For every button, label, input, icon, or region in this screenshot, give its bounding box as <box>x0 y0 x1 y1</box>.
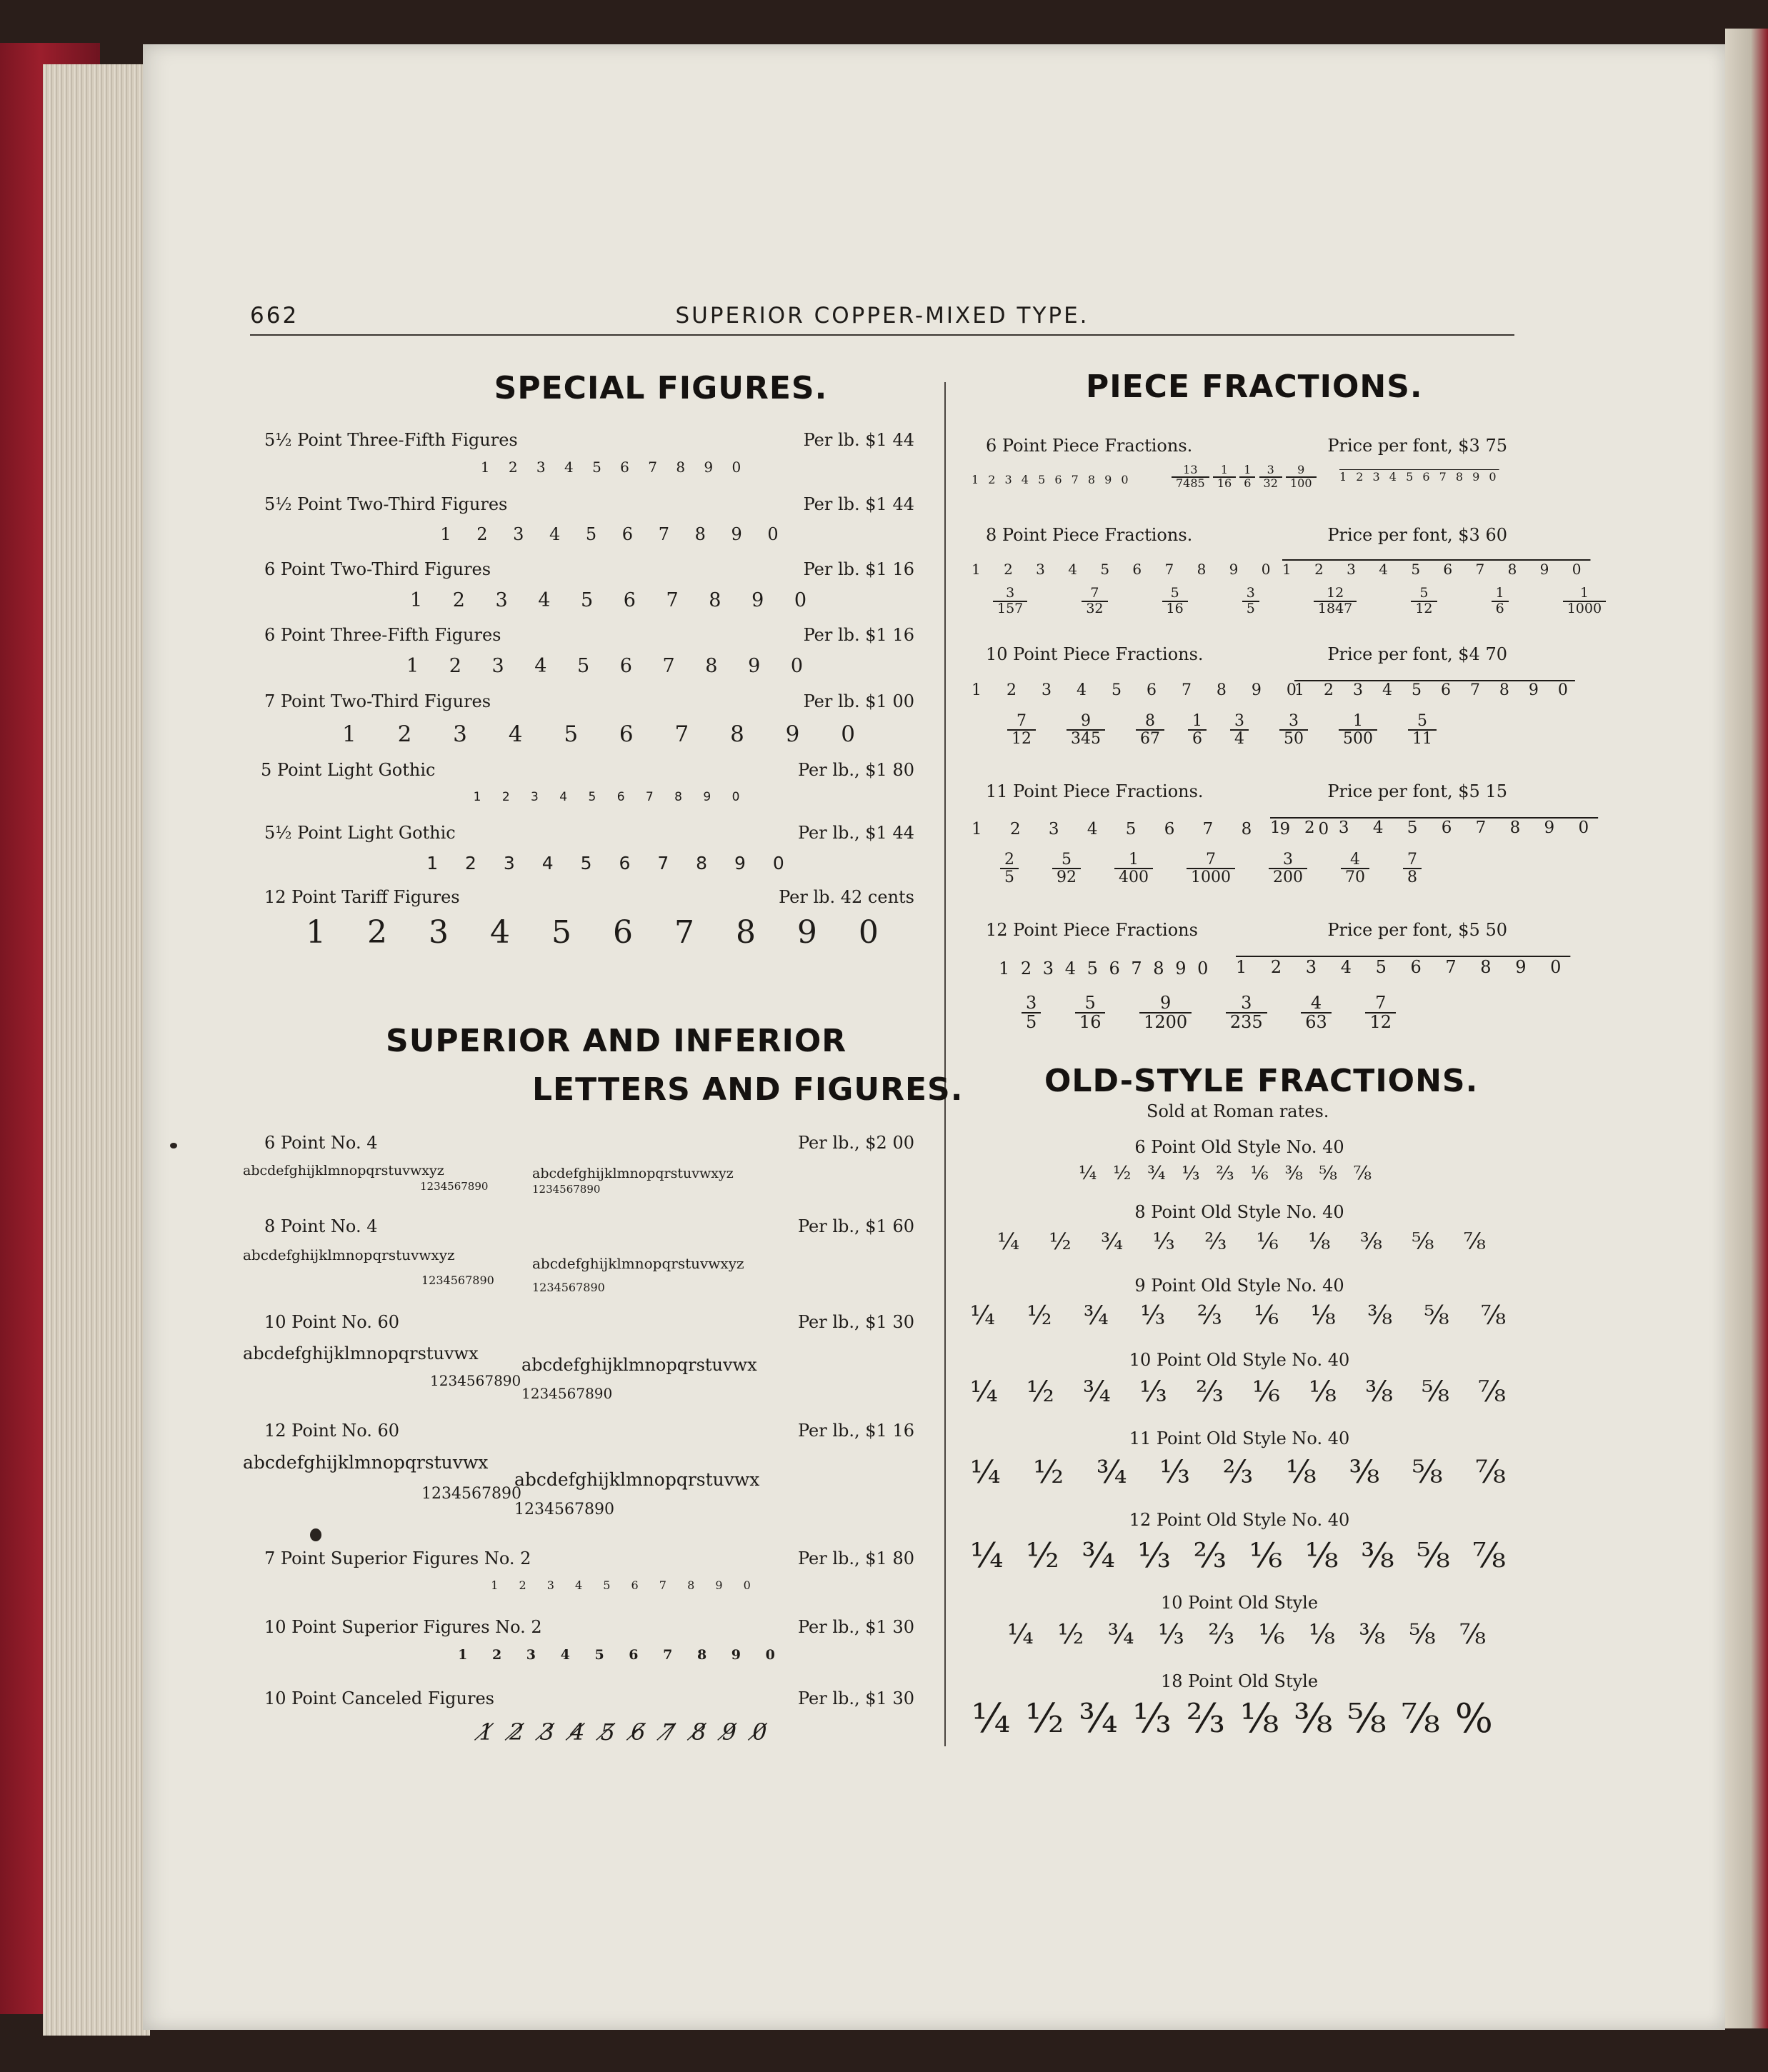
entry-name: 5½ Point Two-Third Figures <box>264 494 508 514</box>
numerator-figures: 1 2 3 4 5 6 7 8 9 0 <box>972 561 1280 578</box>
superior-figure-entry <box>243 1548 929 1592</box>
piece-fraction-entry <box>964 525 1602 616</box>
figure-specimen: 1 2 3 4 5 6 7 8 9 0 <box>306 914 894 951</box>
inferior-figures: 1234567890 <box>421 1485 521 1503</box>
entry-name: 10 Point Superior Figures No. 2 <box>264 1617 542 1637</box>
entry-price: Price per font, $4 70 <box>1327 644 1507 664</box>
entry-name: 6 Point No. 4 <box>264 1133 378 1153</box>
old-style-entry <box>964 1202 1514 1255</box>
entry-name: 6 Point Piece Fractions. <box>986 436 1193 456</box>
fraction-specimen: ¼ ½ ¾ ⅓ ⅔ ⅙ ⅛ ⅜ ⅝ ⅞ <box>970 1301 1506 1331</box>
piece-fraction-entry <box>964 920 1571 1033</box>
entry-name: 8 Point Piece Fractions. <box>986 525 1193 545</box>
denominator-figures: 1 2 3 4 5 6 7 8 9 0 <box>1339 470 1499 484</box>
special-figure-entry <box>243 691 929 747</box>
entry-name: 10 Point No. 60 <box>264 1312 400 1332</box>
fraction-specimen: ¼ ½ ¾ ⅓ ⅔ ⅙ ⅛ ⅜ ⅝ ⅞ <box>997 1228 1486 1255</box>
entry-price: Per lb., $1 44 <box>797 823 914 843</box>
fraction-specimen: ¼ ½ ¾ ⅓ ⅔ ⅙ ⅜ ⅝ ⅞ <box>1079 1163 1372 1184</box>
entry-name: 10 Point Old Style <box>1160 1593 1319 1613</box>
sample-fractions: $\frac{3}{157}$ $\frac{7}{32}$ $\frac{5}{16}$ $\frac{3}{5}$ $\frac{12}{1847}$ $\frac{5}{12}$ $\frac{1}{6}$ $\frac{1}{1000}$ <box>993 586 1606 616</box>
old-style-entry <box>964 1510 1514 1576</box>
canceled-figure-specimen: 1̸ 2̸ 3̸ 4̸ 5̸ 6̸ 7̸ 8̸ 9̸ 0̸ <box>479 1718 771 1746</box>
superior-letters: abcdefghijklmnopqrstuvwxyz <box>532 1166 734 1181</box>
entry-price: Per lb., $2 00 <box>797 1133 914 1153</box>
entry-price: Per lb., $1 30 <box>797 1688 914 1708</box>
entry-name: 10 Point Old Style No. 40 <box>1129 1350 1350 1370</box>
inferior-figures: 1234567890 <box>430 1372 521 1389</box>
entry-name: 10 Point Canceled Figures <box>264 1688 494 1708</box>
entry-price: Per lb. $1 16 <box>803 559 914 579</box>
entry-name: 18 Point Old Style <box>1160 1671 1319 1691</box>
figure-specimen: 1 2 3 4 5 6 7 8 9 0 <box>491 1578 759 1592</box>
entry-name: 5 Point Light Gothic <box>261 760 436 780</box>
entry-name: 10 Point Piece Fractions. <box>986 644 1204 664</box>
fraction-specimen: ¼ ½ ¾ ⅓ ⅔ ⅙ ⅛ ⅜ ⅝ ⅞ <box>1007 1618 1486 1650</box>
superior-inferior-entry <box>243 1133 929 1196</box>
entry-price: Per lb. 42 cents <box>779 887 914 907</box>
entry-price: Per lb., $1 30 <box>797 1312 914 1332</box>
entry-price: Price per font, $3 75 <box>1327 436 1507 456</box>
fraction-specimen: ¼ ½ ¾ ⅓ ⅔ ⅛ ⅜ ⅝ ⅞ % <box>972 1696 1493 1742</box>
old-style-entry <box>964 1350 1514 1408</box>
entry-name: 11 Point Piece Fractions. <box>986 781 1204 801</box>
special-figure-entry <box>243 887 929 951</box>
denominator-figures: 1 2 3 4 5 6 7 8 9 0 <box>1236 957 1571 977</box>
ink-mark <box>310 1528 321 1541</box>
entry-price: Per lb., $1 30 <box>797 1617 914 1637</box>
figure-specimen: 1 2 3 4 5 6 7 8 9 0 <box>480 459 749 476</box>
fraction-specimen: ¼ ½ ¾ ⅓ ⅔ ⅙ ⅛ ⅜ ⅝ ⅞ <box>970 1536 1506 1576</box>
entry-name: 12 Point Old Style No. 40 <box>1129 1510 1350 1530</box>
piece-fractions-heading: PIECE FRACTIONS. <box>1086 369 1423 405</box>
superior-letters: abcdefghijklmnopqrstuvwx <box>514 1469 760 1490</box>
figure-specimen: 1 2 3 4 5 6 7 8 9 0 <box>406 655 816 677</box>
special-figure-entry <box>243 823 929 874</box>
entry-name: 6 Point Old Style No. 40 <box>1134 1137 1344 1157</box>
old-style-fractions-heading: OLD-STYLE FRACTIONS. <box>1044 1063 1479 1099</box>
inferior-figures: 1234567890 <box>420 1180 489 1193</box>
entry-name: 6 Point Three-Fifth Figures <box>264 625 501 645</box>
special-figure-entry <box>243 430 929 476</box>
entry-name: 7 Point Two-Third Figures <box>264 691 491 711</box>
denominator-figures: 1 2 3 4 5 6 7 8 9 0 <box>1294 681 1575 699</box>
sample-fractions: $\frac{3}{5}$ $\frac{5}{16}$ $\frac{9}{1200}$ $\frac{3}{235}$ $\frac{4}{63}$ $\frac{7}{12}$ <box>1022 994 1396 1031</box>
entry-price: Per lb., $1 60 <box>797 1216 914 1236</box>
entry-name: 12 Point Tariff Figures <box>264 887 460 907</box>
sample-fractions: $\frac{7}{12}$ $\frac{9}{345}$ $\frac{8}{67}$ $\frac{1}{6}$ $\frac{3}{4}$ $\frac{3}{50}$ $\frac{1}{500}$ $\frac{5}{11}$ <box>1007 713 1437 747</box>
inferior-figures: 1234567890 <box>421 1273 494 1287</box>
inferior-letters: abcdefghijklmnopqrstuvwxyz <box>243 1163 444 1178</box>
running-head <box>250 300 1514 336</box>
entry-name: 11 Point Old Style No. 40 <box>1129 1428 1350 1448</box>
entry-name: 8 Point Old Style No. 40 <box>1134 1202 1344 1222</box>
page-edges <box>43 64 150 2036</box>
old-style-entry <box>964 1137 1514 1184</box>
entry-name: 12 Point No. 60 <box>264 1421 400 1441</box>
superior-inferior-heading-line2: LETTERS AND FIGURES. <box>532 1071 964 1108</box>
entry-name: 9 Point Old Style No. 40 <box>1134 1276 1344 1296</box>
book-cover-right <box>1725 29 1768 2028</box>
numerator-figures: 1 2 3 4 5 6 7 8 9 0 <box>972 820 1341 839</box>
old-style-entry <box>964 1428 1514 1491</box>
superior-inferior-entry <box>243 1312 929 1402</box>
superior-letters: abcdefghijklmnopqrstuvwx <box>521 1355 757 1375</box>
entry-price: Per lb. $1 44 <box>803 430 914 450</box>
entry-name: 6 Point Two-Third Figures <box>264 559 491 579</box>
denominator-figures: 1 2 3 4 5 6 7 8 9 0 <box>1282 561 1591 578</box>
superior-figures: 1234567890 <box>532 1281 605 1294</box>
page-title: SUPERIOR COPPER-MIXED TYPE. <box>675 303 1089 329</box>
numerator-figures: 1 2 3 4 5 6 7 8 9 0 <box>999 959 1212 979</box>
entry-name: 7 Point Superior Figures No. 2 <box>264 1548 531 1568</box>
superior-inferior-entry <box>243 1421 929 1518</box>
inferior-letters: abcdefghijklmnopqrstuvwxyz <box>243 1246 455 1263</box>
special-figure-entry <box>243 494 929 544</box>
figure-specimen: 1 2 3 4 5 6 7 8 9 0 <box>409 589 819 611</box>
special-figure-entry <box>243 760 929 804</box>
old-style-entry <box>964 1593 1514 1650</box>
superior-inferior-entry <box>243 1216 929 1294</box>
numerator-figures: 1 2 3 4 5 6 7 8 9 0 <box>972 681 1307 699</box>
superior-figure-entry <box>243 1688 929 1746</box>
ink-mark <box>170 1143 177 1148</box>
entry-price: Price per font, $3 60 <box>1327 525 1507 545</box>
entry-price: Per lb., $1 80 <box>797 1548 914 1568</box>
superior-letters: abcdefghijklmnopqrstuvwxyz <box>532 1255 744 1272</box>
entry-name: 5½ Point Light Gothic <box>264 823 456 843</box>
figure-specimen: 1 2 3 4 5 6 7 8 9 0 <box>342 721 872 747</box>
special-figures-heading: SPECIAL FIGURES. <box>494 370 828 406</box>
entry-price: Per lb. $1 00 <box>803 691 914 711</box>
entry-price: Per lb., $1 16 <box>797 1421 914 1441</box>
superior-figures: 1234567890 <box>532 1183 601 1196</box>
page-number: 662 <box>250 303 299 329</box>
figure-specimen: 1 2 3 4 5 6 7 8 9 0 <box>440 524 789 544</box>
superior-inferior-heading-line1: SUPERIOR AND INFERIOR <box>386 1023 847 1059</box>
entry-price: Per lb., $1 80 <box>797 760 914 780</box>
fraction-specimen: ¼ ½ ¾ ⅓ ⅔ ⅛ ⅜ ⅝ ⅞ <box>970 1454 1506 1491</box>
piece-fraction-entry <box>964 644 1575 749</box>
figure-specimen: 1 2 3 4 5 6 7 8 9 0 <box>458 1647 785 1663</box>
old-style-entry <box>964 1671 1514 1742</box>
inferior-letters: abcdefghijklmnopqrstuvwx <box>243 1452 489 1473</box>
superior-figures: 1234567890 <box>521 1385 613 1402</box>
column-divider <box>944 382 946 1746</box>
sample-fractions: $\frac{13}{7485}$ $\frac{1}{16}$ $\frac{1}{6}$ $\frac{3}{32}$ $\frac{9}{100}$ <box>1172 464 1317 490</box>
superior-figure-entry <box>243 1617 929 1663</box>
figure-specimen: 1 2 3 4 5 6 7 8 9 0 <box>426 853 795 874</box>
fraction-specimen: ¼ ½ ¾ ⅓ ⅔ ⅙ ⅛ ⅜ ⅝ ⅞ <box>970 1376 1506 1408</box>
entry-name: 5½ Point Three-Fifth Figures <box>264 430 518 450</box>
piece-fraction-entry <box>964 781 1599 887</box>
special-figure-entry <box>243 625 929 677</box>
entry-price: Per lb. $1 16 <box>803 625 914 645</box>
numerator-figures: 1 2 3 4 5 6 7 8 9 0 <box>972 473 1132 486</box>
superior-figures: 1234567890 <box>514 1501 614 1518</box>
old-style-fractions-note: Sold at Roman rates. <box>1147 1101 1329 1121</box>
special-figure-entry <box>243 559 929 611</box>
entry-price: Price per font, $5 50 <box>1327 920 1507 940</box>
sample-fractions: $\frac{2}{5}$ $\frac{5}{92}$ $\frac{1}{400}$ $\frac{7}{1000}$ $\frac{3}{200}$ $\frac{4}{70}$ $\frac{7}{8}$ <box>1000 851 1422 886</box>
inferior-letters: abcdefghijklmnopqrstuvwx <box>243 1343 479 1363</box>
entry-price: Per lb. $1 44 <box>803 494 914 514</box>
entry-name: 12 Point Piece Fractions <box>986 920 1198 940</box>
piece-fraction-entry <box>964 436 1514 490</box>
old-style-entry <box>964 1276 1514 1331</box>
entry-name: 8 Point No. 4 <box>264 1216 378 1236</box>
denominator-figures: 1 2 3 4 5 6 7 8 9 0 <box>1270 819 1599 837</box>
entry-price: Price per font, $5 15 <box>1327 781 1507 801</box>
figure-specimen: 1 2 3 4 5 6 7 8 9 0 <box>473 790 749 804</box>
